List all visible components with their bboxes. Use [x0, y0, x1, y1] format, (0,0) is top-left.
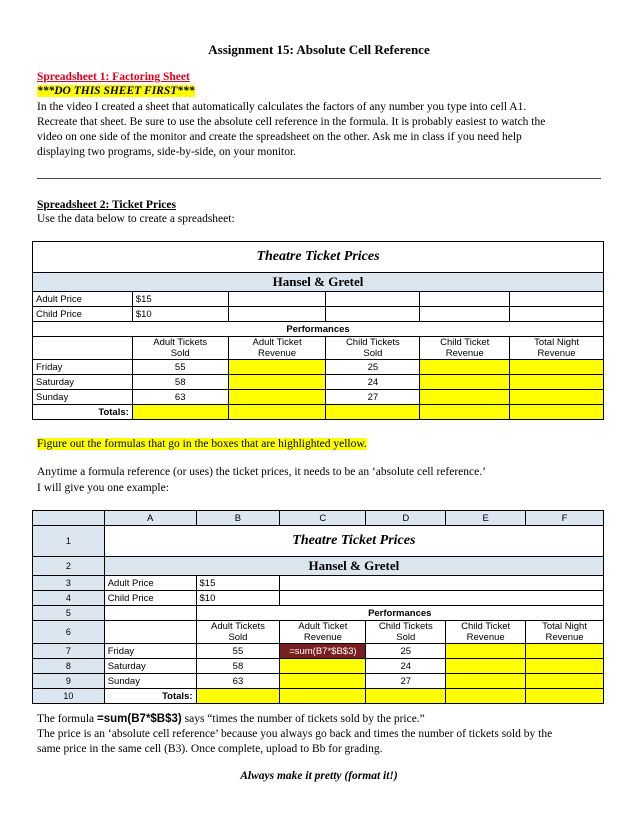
header-line: Revenue: [545, 632, 584, 643]
table-row: [33, 674, 604, 689]
cell: [510, 307, 604, 322]
child-price-value: $10: [132, 307, 228, 322]
adult-sold-cell: 58: [196, 659, 280, 674]
example-spreadsheet-table: [32, 510, 604, 704]
table-row: [33, 360, 604, 375]
sheet1-note: ***DO THIS SHEET FIRST***: [37, 85, 195, 97]
sheet1-line-3: video on one side of the monitor and create the spreadsheet on the other. Ask me in class if you need help: [37, 131, 522, 143]
adult-sold-cell: 58: [132, 375, 228, 390]
formula-cell: [526, 644, 604, 659]
formula-prefix: The formula: [37, 713, 95, 725]
header-line: Adult Tickets: [211, 621, 265, 632]
formula-cell: [366, 689, 446, 704]
header-line: Revenue: [258, 348, 297, 359]
child-sold-cell: 24: [366, 659, 446, 674]
performances-header: Performances: [196, 606, 603, 621]
instruction-line-1: Anytime a formula reference (or uses) the ticket prices, it needs to be an ‘absolute cell reference.’: [37, 466, 486, 478]
formula-cell: [280, 659, 366, 674]
child-price-label: Child Price: [33, 307, 133, 322]
child-sold-cell: 27: [326, 390, 420, 405]
totals-row: [33, 689, 604, 704]
header-line: Revenue: [303, 632, 342, 643]
header-child-revenue: [420, 337, 510, 360]
sheet2-intro: Use the data below to create a spreadsheet:: [37, 213, 235, 225]
formula-cell: [420, 360, 510, 375]
child-price-value: $10: [196, 591, 280, 606]
header-line: Revenue: [466, 632, 505, 643]
day-cell: Sunday: [104, 674, 196, 689]
table1-subtitle: Hansel & Gretel: [33, 273, 604, 292]
column-header: C: [280, 511, 366, 526]
formula-cell: [446, 659, 526, 674]
header-total-revenue: [510, 337, 604, 360]
header-adult-revenue: [280, 621, 366, 644]
table-row: [33, 390, 604, 405]
child-sold-cell: 25: [366, 644, 446, 659]
footer-line-2: The price is an ‘absolute cell reference’ because you always go back and times the number of tickets sold by the: [37, 728, 553, 740]
cell: [104, 621, 196, 644]
formula-cell: [510, 405, 604, 420]
row-number: 9: [33, 674, 105, 689]
child-price-label: Child Price: [104, 591, 196, 606]
row-number: 7: [33, 644, 105, 659]
row-number: 1: [33, 526, 105, 557]
table-row: [33, 644, 604, 659]
formula-cell: [510, 360, 604, 375]
performances-header: Performances: [33, 322, 604, 337]
row-number: 2: [33, 557, 105, 576]
cell: [326, 292, 420, 307]
cell: [420, 307, 510, 322]
formula-cell: [446, 674, 526, 689]
sheet1-note-wrap: [37, 84, 195, 99]
corner-cell: [33, 511, 105, 526]
cell: [33, 337, 133, 360]
formula-cell: [228, 375, 326, 390]
header-line: Adult Ticket: [252, 337, 302, 348]
table2-title: Theatre Ticket Prices: [104, 526, 603, 557]
day-cell: Saturday: [104, 659, 196, 674]
header-line: Child Ticket: [440, 337, 490, 348]
formula-cell: [196, 689, 280, 704]
header-line: Total Night: [542, 621, 587, 632]
day-cell: Sunday: [33, 390, 133, 405]
instruction-line-2: I will give you one example:: [37, 482, 169, 494]
header-line: Child Ticket: [461, 621, 511, 632]
sheet1-line-4: displaying two programs, side-by-side, on your monitor.: [37, 146, 297, 158]
table2-subtitle: Hansel & Gretel: [104, 557, 603, 576]
formula-cell: [510, 375, 604, 390]
formula-cell: [510, 390, 604, 405]
formula-cell: [280, 674, 366, 689]
row-number: 3: [33, 576, 105, 591]
formula-cell: [132, 405, 228, 420]
totals-label: Totals:: [33, 405, 133, 420]
header-line: Adult Tickets: [153, 337, 208, 348]
cell: [280, 576, 604, 591]
cell: [280, 591, 604, 606]
formula-cell: [228, 405, 326, 420]
formula-cell: [446, 644, 526, 659]
formula-cell: [420, 405, 510, 420]
cell: [104, 606, 196, 621]
ticket-prices-table: [32, 241, 604, 420]
row-number: 4: [33, 591, 105, 606]
sheet1-line-2: Recreate that sheet. Be sure to use the absolute cell reference in the formula. It is probably easiest to watch the: [37, 116, 546, 128]
formula-suffix: says “times the number of tickets sold by the price.”: [184, 713, 425, 725]
row-number: 8: [33, 659, 105, 674]
header-line: Adult Ticket: [298, 621, 348, 632]
table-row: [33, 375, 604, 390]
formula-cell: [526, 659, 604, 674]
header-child-sold: [366, 621, 446, 644]
header-child-revenue: [446, 621, 526, 644]
formula-cell: [526, 674, 604, 689]
formula-cell: [526, 689, 604, 704]
totals-row: [33, 405, 604, 420]
header-adult-sold: [196, 621, 280, 644]
formula-cell: [228, 390, 326, 405]
sheet2-heading: Spreadsheet 2: Ticket Prices: [37, 199, 176, 211]
header-line: Revenue: [445, 348, 484, 359]
highlight-instruction: Figure out the formulas that go in the boxes that are highlighted yellow.: [37, 438, 367, 450]
header-line: Sold: [396, 632, 416, 643]
cell: [420, 292, 510, 307]
day-cell: Saturday: [33, 375, 133, 390]
row-number: 6: [33, 621, 105, 644]
adult-price-label: Adult Price: [104, 576, 196, 591]
row-number: 5: [33, 606, 105, 621]
child-sold-cell: 25: [326, 360, 420, 375]
formula-cell: [280, 689, 366, 704]
sheet1-line-1: In the video I created a sheet that automatically calculates the factors of any number you type into cell A1.: [37, 101, 527, 113]
header-line: Child Tickets: [345, 337, 400, 348]
day-cell: Friday: [33, 360, 133, 375]
formula-cell: [420, 390, 510, 405]
footer-formula-line: [37, 712, 425, 727]
column-header: F: [526, 511, 604, 526]
header-total-revenue: [526, 621, 604, 644]
column-header: D: [366, 511, 446, 526]
example-formula-cell: =sum(B7*$B$3): [280, 644, 366, 659]
header-adult-revenue: [228, 337, 326, 360]
section-divider: [37, 178, 601, 179]
adult-price-value: $15: [196, 576, 280, 591]
page-title: Assignment 15: Absolute Cell Reference: [208, 42, 430, 57]
header-line: Sold: [170, 348, 190, 359]
column-header: A: [104, 511, 196, 526]
child-sold-cell: 27: [366, 674, 446, 689]
adult-price-label: Adult Price: [33, 292, 133, 307]
cell: [326, 307, 420, 322]
totals-label: Totals:: [104, 689, 196, 704]
row-number: 10: [33, 689, 105, 704]
cell: [510, 292, 604, 307]
adult-sold-cell: 55: [196, 644, 280, 659]
header-line: Sold: [363, 348, 383, 359]
adult-sold-cell: 63: [132, 390, 228, 405]
adult-price-value: $15: [132, 292, 228, 307]
adult-sold-cell: 63: [196, 674, 280, 689]
column-header: E: [446, 511, 526, 526]
formula-cell: [420, 375, 510, 390]
cell: [228, 292, 326, 307]
sheet1-heading: Spreadsheet 1: Factoring Sheet: [37, 71, 190, 83]
child-sold-cell: 24: [326, 375, 420, 390]
formula-cell: [446, 689, 526, 704]
header-line: Total Night: [534, 337, 580, 348]
adult-sold-cell: 55: [132, 360, 228, 375]
column-header: B: [196, 511, 280, 526]
day-cell: Friday: [104, 644, 196, 659]
header-line: Sold: [228, 632, 248, 643]
header-line: Revenue: [537, 348, 576, 359]
table1-title: Theatre Ticket Prices: [33, 242, 604, 273]
highlight-instruction-wrap: [37, 437, 367, 452]
header-child-sold: [326, 337, 420, 360]
footer-line-3: same price in the same cell (B3). Once complete, upload to Bb for grading.: [37, 743, 383, 755]
formula-cell: [326, 405, 420, 420]
cell: [228, 307, 326, 322]
closing-note: Always make it pretty (format it!): [240, 770, 398, 782]
formula-text: =sum(B7*$B$3): [97, 713, 182, 725]
formula-cell: [228, 360, 326, 375]
header-line: Child Tickets: [378, 621, 433, 632]
table-row: [33, 659, 604, 674]
header-adult-sold: [132, 337, 228, 360]
